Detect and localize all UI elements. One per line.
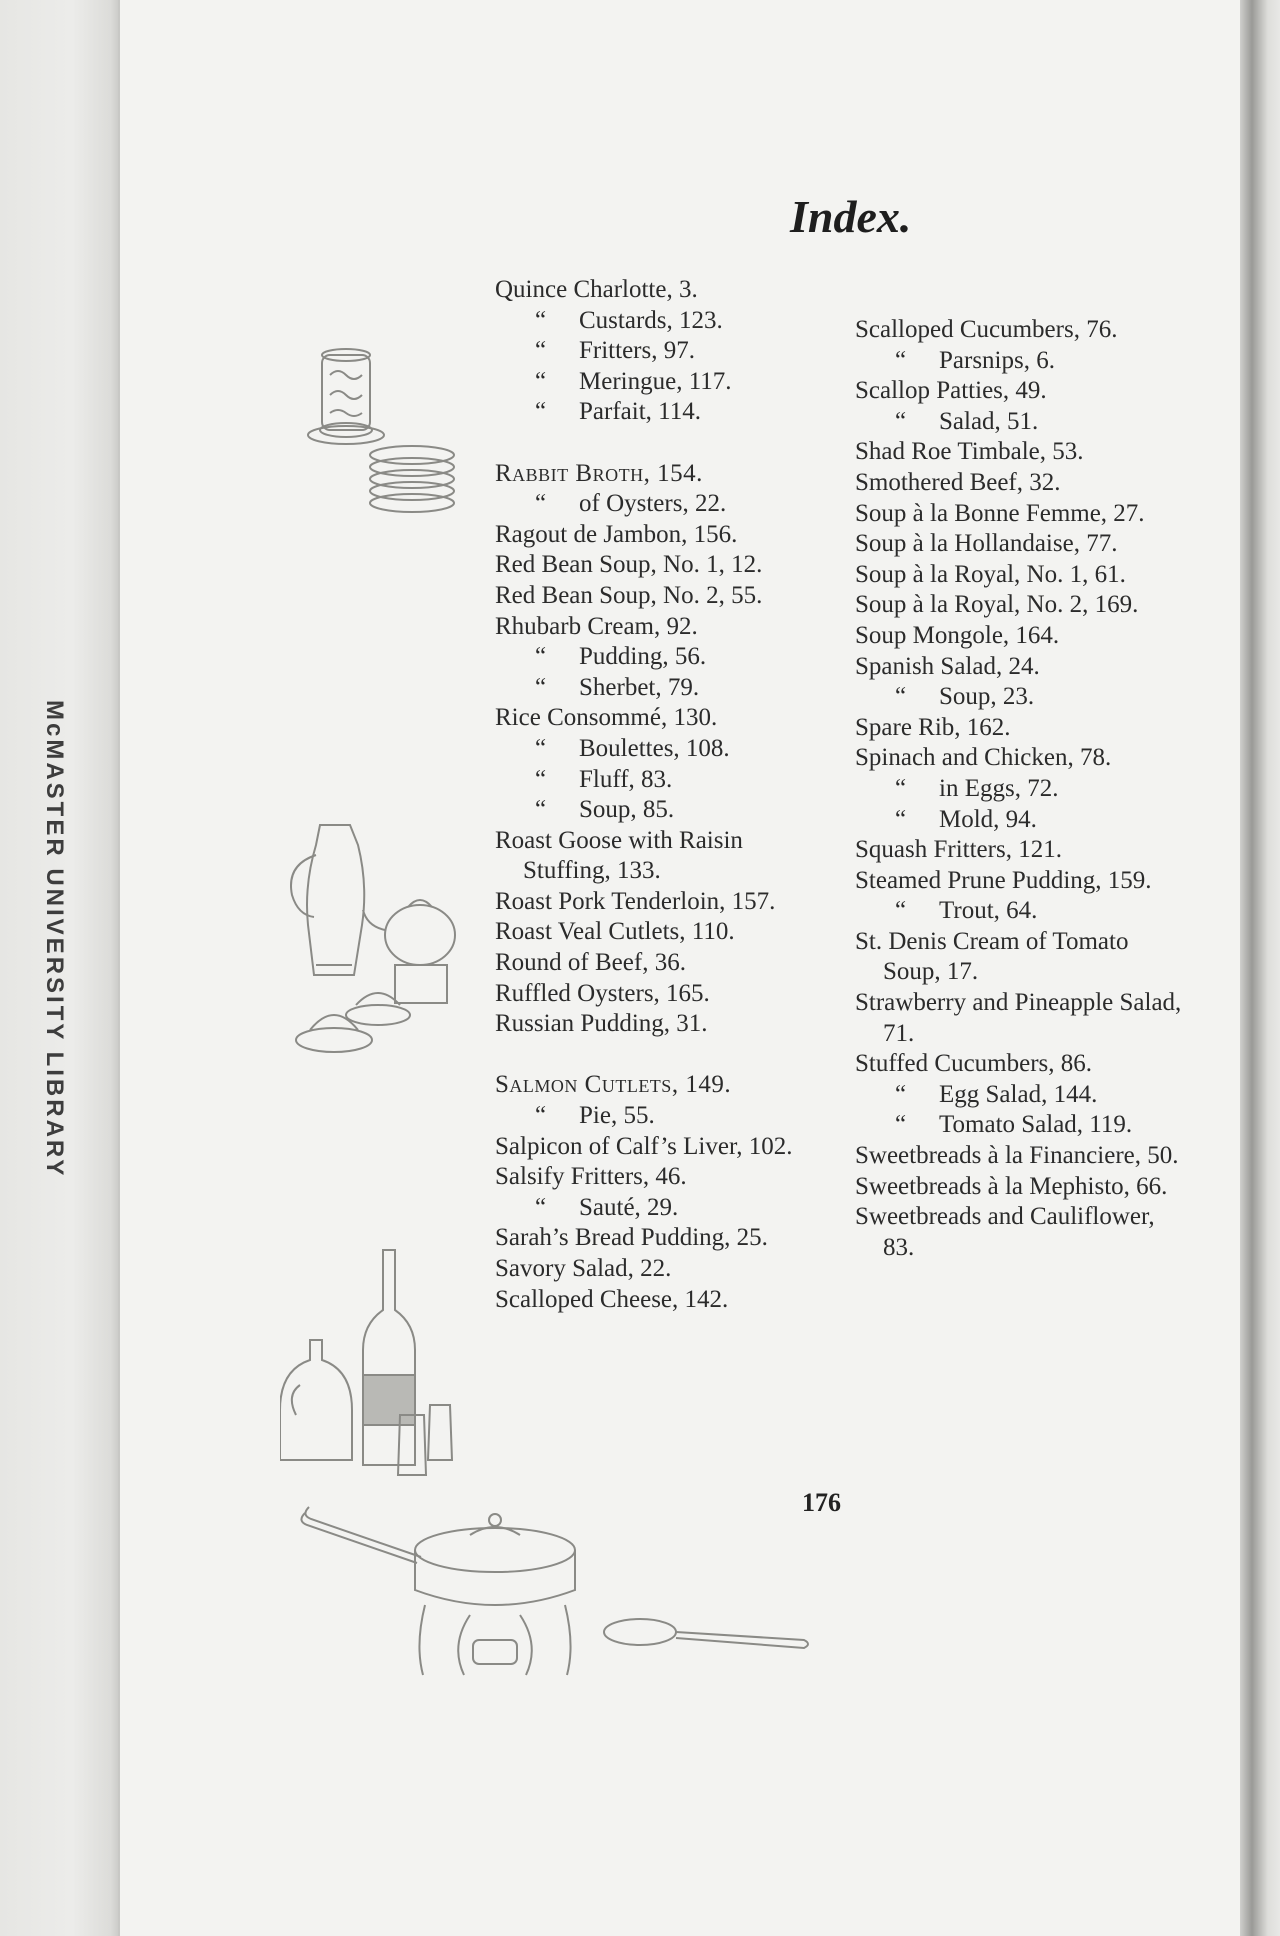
index-entry	[495, 1162, 825, 1193]
index-entry-text: Boulettes, 108.	[579, 734, 730, 762]
ditto-mark: “	[535, 765, 547, 793]
index-entry	[495, 642, 825, 673]
index-entry	[495, 336, 825, 367]
index-entry	[855, 1172, 1185, 1203]
index-entry	[495, 550, 825, 581]
index-entry-text: Custards, 123.	[579, 306, 723, 334]
index-column-right	[855, 315, 1185, 1263]
index-entry	[495, 826, 825, 887]
ditto-mark: “	[535, 337, 547, 365]
spoon-icon	[600, 1610, 815, 1655]
index-entry	[855, 560, 1185, 591]
index-entry-text: Russian Pudding, 31.	[495, 1010, 708, 1038]
index-column-left	[495, 275, 825, 1315]
index-entry	[495, 306, 825, 337]
index-entry	[495, 1193, 825, 1224]
ditto-mark: “	[535, 673, 547, 701]
ditto-mark: “	[535, 367, 547, 395]
ditto-mark: “	[535, 796, 547, 824]
index-entry	[855, 1110, 1185, 1141]
index-entry	[855, 896, 1185, 927]
index-entry-text: Spanish Salad, 24.	[855, 652, 1040, 680]
index-entry-text: Sherbet, 79.	[579, 673, 700, 701]
section-gap	[495, 1040, 825, 1071]
index-entry-text: Ragout de Jambon, 156.	[495, 520, 738, 548]
index-entry	[495, 489, 825, 520]
index-entry	[495, 275, 825, 306]
ditto-mark: “	[895, 774, 907, 802]
index-entry-text: Round of Beef, 36.	[495, 949, 686, 977]
index-entry-text: Spare Rib, 162.	[855, 713, 1011, 741]
index-entry-text: St. Denis Cream of Tomato Soup, 17.	[855, 927, 1129, 986]
ditto-mark: “	[535, 734, 547, 762]
ditto-mark: “	[895, 407, 907, 435]
index-entry-text: Roast Goose with Raisin Stuffing, 133.	[495, 826, 743, 885]
index-entry-text: Sauté, 29.	[579, 1193, 679, 1221]
index-entry-text: Trout, 64.	[939, 897, 1038, 925]
index-entry	[855, 713, 1185, 744]
index-entry-text: in Eggs, 72.	[939, 774, 1059, 802]
page-number: 176	[802, 1488, 841, 1517]
index-entry-text: Sweetbreads à la Financiere, 50.	[855, 1142, 1179, 1170]
index-entry	[855, 437, 1185, 468]
index-entry-text: Meringue, 117.	[579, 367, 732, 395]
index-entry	[495, 612, 825, 643]
ditto-mark: “	[535, 490, 547, 518]
index-entry	[855, 621, 1185, 652]
index-entry-text: Parsnips, 6.	[939, 346, 1055, 374]
index-entry-text: Fritters, 97.	[579, 337, 695, 365]
chafing-dish-icon	[295, 1495, 595, 1685]
index-entry	[495, 703, 825, 734]
index-entry-text: Savory Salad, 22.	[495, 1255, 672, 1282]
index-entry	[855, 590, 1185, 621]
ditto-mark: “	[895, 805, 907, 833]
index-entry-text: Soup Mongole, 164.	[855, 621, 1060, 649]
section-gap	[495, 428, 825, 459]
index-entry	[855, 835, 1185, 866]
index-entry-text: of Oysters, 22.	[579, 490, 727, 518]
index-entry-text: Salsify Fritters, 46.	[495, 1163, 687, 1191]
index-entry-text: Shad Roe Timbale, 53.	[855, 438, 1084, 466]
scan-right-edge	[1240, 0, 1280, 1936]
index-entry	[855, 529, 1185, 560]
index-entry	[495, 1101, 825, 1132]
index-entry	[495, 1070, 825, 1101]
index-entry-text: Salmon Cutlets, 149.	[495, 1071, 732, 1099]
index-entry-text: Pie, 55.	[579, 1102, 655, 1130]
index-entry	[495, 459, 825, 490]
index-entry	[495, 520, 825, 551]
ditto-mark: “	[895, 897, 907, 925]
index-entry	[495, 1254, 825, 1285]
ditto-mark: “	[895, 1080, 907, 1108]
ditto-mark: “	[535, 643, 547, 671]
page-title: Index.	[790, 191, 912, 242]
index-entry-text: Egg Salad, 144.	[939, 1080, 1098, 1108]
jar-and-plates-illustration	[300, 335, 470, 515]
index-entry-text: Soup, 23.	[939, 683, 1035, 711]
index-entry-text: Rhubarb Cream, 92.	[495, 612, 698, 640]
index-entry	[495, 1132, 825, 1163]
index-entry	[855, 866, 1185, 897]
index-entry-text: Soup à la Hollandaise, 77.	[855, 530, 1118, 558]
index-entry	[855, 988, 1185, 1049]
ditto-mark: “	[535, 1193, 547, 1221]
index-entry	[855, 652, 1185, 683]
index-entry	[855, 927, 1185, 988]
index-entry-text: Roast Veal Cutlets, 110.	[495, 918, 735, 946]
index-entry-text: Fluff, 83.	[579, 765, 673, 793]
index-entry-text: Soup à la Bonne Femme, 27.	[855, 499, 1145, 527]
index-entry	[495, 397, 825, 428]
ditto-mark: “	[535, 1102, 547, 1130]
index-entry	[495, 795, 825, 826]
index-entry	[495, 367, 825, 398]
index-entry	[495, 917, 825, 948]
index-entry-text: Smothered Beef, 32.	[855, 468, 1061, 496]
teaware-icon	[280, 815, 480, 1065]
ditto-mark: “	[895, 346, 907, 374]
index-entry	[855, 1049, 1185, 1080]
library-spine-label: McMASTER UNIVERSITY LIBRARY	[41, 700, 68, 1179]
index-entry	[855, 1141, 1185, 1172]
index-entry-text: Quince Charlotte, 3.	[495, 276, 698, 303]
index-entry-text: Roast Pork Tenderloin, 157.	[495, 887, 776, 915]
index-entry	[855, 499, 1185, 530]
index-entry-text: Soup, 85.	[579, 796, 675, 824]
pitcher-teapot-cups-illustration	[280, 815, 480, 1065]
index-entry-text: Sarah’s Bread Pudding, 25.	[495, 1224, 768, 1252]
index-entry-text: Squash Fritters, 121.	[855, 836, 1062, 864]
index-entry-text: Rabbit Broth, 154.	[495, 459, 703, 487]
index-entry	[855, 1202, 1185, 1263]
index-entry-text: Sweetbreads and Cauliflower, 83.	[855, 1203, 1155, 1261]
index-entry-text: Parfait, 114.	[579, 398, 701, 426]
index-entry	[495, 673, 825, 704]
index-entry-text: Ruffled Oysters, 165.	[495, 979, 710, 1007]
spoon-illustration	[600, 1610, 815, 1655]
index-entry-text: Rice Consommé, 130.	[495, 704, 718, 732]
index-entry-text: Pudding, 56.	[579, 643, 707, 671]
index-entry	[495, 948, 825, 979]
index-entry	[855, 468, 1185, 499]
index-entry-text: Soup à la Royal, No. 1, 61.	[855, 560, 1126, 588]
ditto-mark: “	[895, 1111, 907, 1139]
index-entry	[855, 346, 1185, 377]
index-entry-text: Red Bean Soup, No. 2, 55.	[495, 581, 763, 609]
index-entry	[855, 682, 1185, 713]
index-entry-text: Steamed Prune Pudding, 159.	[855, 866, 1152, 894]
index-entry	[855, 774, 1185, 805]
ditto-mark: “	[895, 683, 907, 711]
index-entry	[855, 315, 1185, 346]
index-entry-text: Salad, 51.	[939, 407, 1039, 435]
index-entry-text: Strawberry and Pineapple Salad, 71.	[855, 989, 1182, 1047]
index-entry-text: Sweetbreads à la Mephisto, 66.	[855, 1172, 1168, 1200]
index-entry	[495, 1223, 825, 1254]
index-entry-text: Tomato Salad, 119.	[939, 1111, 1133, 1139]
index-entry	[495, 1009, 825, 1040]
condiments-icon	[280, 1245, 460, 1485]
index-entry	[495, 734, 825, 765]
index-entry-text: Scalloped Cheese, 142.	[495, 1285, 729, 1313]
ditto-mark: “	[535, 306, 547, 334]
index-entry	[855, 805, 1185, 836]
index-entry	[855, 743, 1185, 774]
kitchenware-icon	[300, 335, 470, 515]
index-entry-text: Salpicon of Calf’s Liver, 102.	[495, 1132, 793, 1160]
index-entry-text: Scallop Patties, 49.	[855, 377, 1047, 405]
index-entry	[855, 407, 1185, 438]
index-entry	[495, 581, 825, 612]
ditto-mark: “	[535, 398, 547, 426]
index-entry	[855, 1080, 1185, 1111]
index-entry-text: Scalloped Cucumbers, 76.	[855, 316, 1118, 343]
index-entry-text: Soup à la Royal, No. 2, 169.	[855, 591, 1139, 619]
index-entry	[495, 1285, 825, 1316]
index-entry-text: Mold, 94.	[939, 805, 1037, 833]
index-entry-text: Stuffed Cucumbers, 86.	[855, 1050, 1093, 1078]
index-entry	[855, 376, 1185, 407]
index-entry-text: Red Bean Soup, No. 1, 12.	[495, 551, 763, 579]
index-entry	[495, 765, 825, 796]
bottle-cruet-shakers-illustration	[280, 1245, 460, 1485]
index-entry-text: Spinach and Chicken, 78.	[855, 744, 1112, 772]
index-entry	[495, 887, 825, 918]
chafing-dish-illustration	[295, 1495, 595, 1685]
index-entry	[495, 979, 825, 1010]
